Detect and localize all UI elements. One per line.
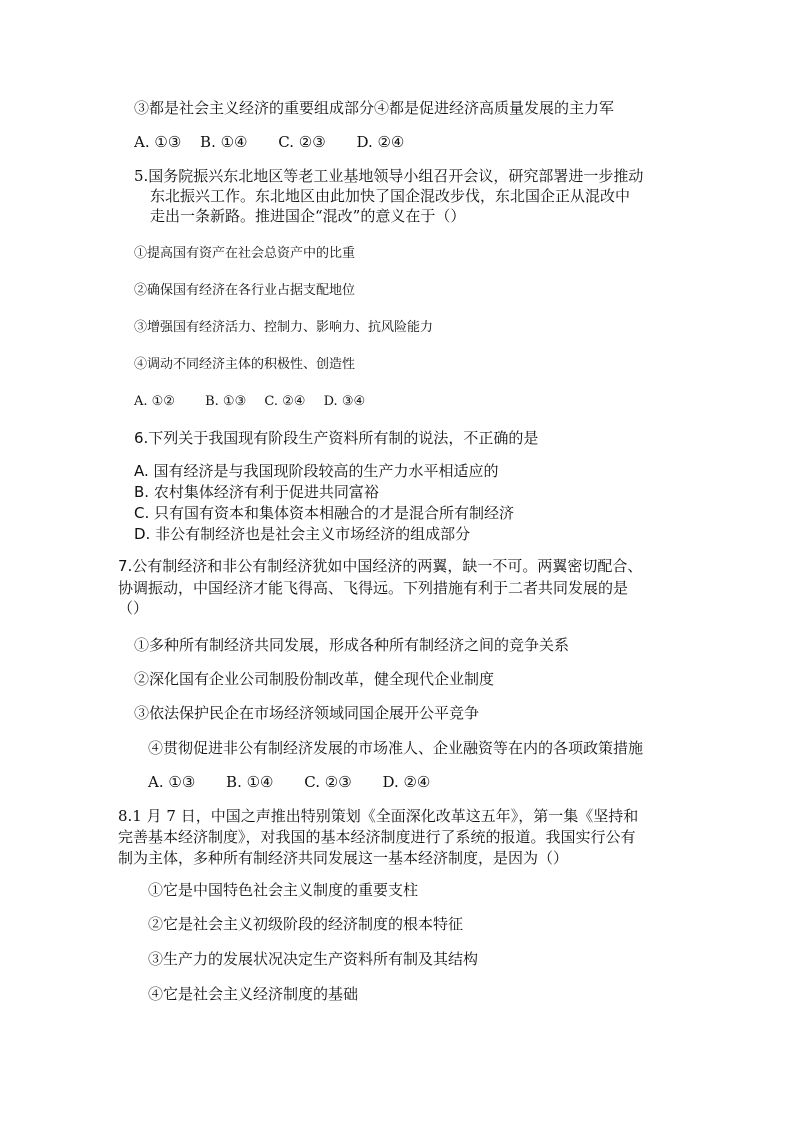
q4-item-3-4: ③都是社会主义经济的重要组成部分④都是促进经济高质量发展的主力军 (134, 99, 615, 117)
q5-stem-line-2: 东北振兴工作。东北地区由此加快了国企混改步伐，东北国企正从混改中 (150, 187, 631, 205)
q5-item-4: ④调动不同经济主体的积极性、创造性 (134, 357, 356, 372)
q6-choice-a: A. 国有经济是与我国现阶段较高的生产力水平相适应的 (134, 462, 499, 480)
q7-option-b: B. ①④ (226, 773, 274, 791)
q7-item-2: ②深化国有企业公司制股份制改革，健全现代企业制度 (134, 670, 495, 688)
q6-choice-d: D. 非公有制经济也是社会主义市场经济的组成部分 (134, 525, 471, 543)
q7-option-c: C. ②③ (304, 773, 352, 791)
q5-stem-line-1: 5.国务院振兴东北地区等老工业基地领导小组召开会议，研究部署进一步推动 (134, 167, 644, 185)
q8-item-1: ①它是中国特色社会主义制度的重要支柱 (148, 881, 419, 899)
q7-item-4: ④贯彻促进非公有制经济发展的市场准人、企业融资等在内的各项政策措施 (148, 739, 644, 757)
q7-item-3: ③依法保护民企在市场经济领域同国企展开公平竞争 (134, 704, 480, 722)
q8-stem-line-3: 制为主体，多种所有制经济共同发展这一基本经济制度，是因为（） (118, 849, 569, 867)
q8-item-4: ④它是社会主义经济制度的基础 (148, 985, 359, 1003)
q4-option-a: A. ①③ (134, 133, 182, 151)
q8-item-3: ③生产力的发展状况决定生产资料所有制及其结构 (148, 950, 479, 968)
q7-option-d: D. ②④ (382, 773, 431, 791)
q5-item-1: ①提高国有资产在社会总资产中的比重 (134, 246, 356, 261)
q6-stem: 6.下列关于我国现有阶段生产资料所有制的说法，不正确的是 (134, 429, 539, 447)
q6-choice-b: B. 农村集体经济有利于促进共同富裕 (134, 483, 379, 501)
q7-stem-line-3: （） (118, 599, 149, 617)
q8-stem-line-2: 完善基本经济制度》，对我国的基本经济制度进行了系统的报道。我国实行公有 (118, 828, 636, 846)
q7-item-1: ①多种所有制经济共同发展，形成各种所有制经济之间的竞争关系 (134, 636, 570, 654)
q4-options (134, 132, 404, 152)
q5-options (134, 392, 365, 412)
q4-option-d: D. ②④ (356, 133, 405, 151)
q5-option-b: B. ①③ (205, 394, 247, 409)
q8-item-2: ②它是社会主义初级阶段的经济制度的根本特征 (148, 915, 464, 933)
q6-choice-c: C. 只有国有资本和集体资本相融合的才是混合所有制经济 (134, 504, 515, 522)
q5-option-c: C. ②④ (264, 394, 306, 409)
q8-stem-line-1: 8.1 月 7 日，中国之声推出特别策划《全面深化改革这五年》，第一集《坚持和 (118, 807, 639, 825)
q5-item-3: ③增强国有经济活力、控制力、影响力、抗风险能力 (134, 320, 434, 335)
q5-option-d: D. ③④ (323, 394, 366, 409)
q5-option-a: A. ①② (134, 394, 175, 409)
q7-stem-line-1: 7.公有制经济和非公有制经济犹如中国经济的两翼，缺一不可。两翼密切配合、 (118, 557, 643, 575)
q4-option-c: C. ②③ (278, 133, 326, 151)
q7-options (148, 772, 430, 792)
q7-option-a: A. ①③ (148, 773, 196, 791)
q5-stem-line-3: 走出一条新路。推进国企“混改”的意义在于（） (150, 207, 466, 225)
q5-item-2: ②确保国有经济在各行业占据支配地位 (134, 283, 356, 298)
q4-option-b: B. ①④ (200, 133, 248, 151)
q7-stem-line-2: 协调振动，中国经济才能飞得高、飞得远。下列措施有利于二者共同发展的是 (118, 579, 629, 597)
